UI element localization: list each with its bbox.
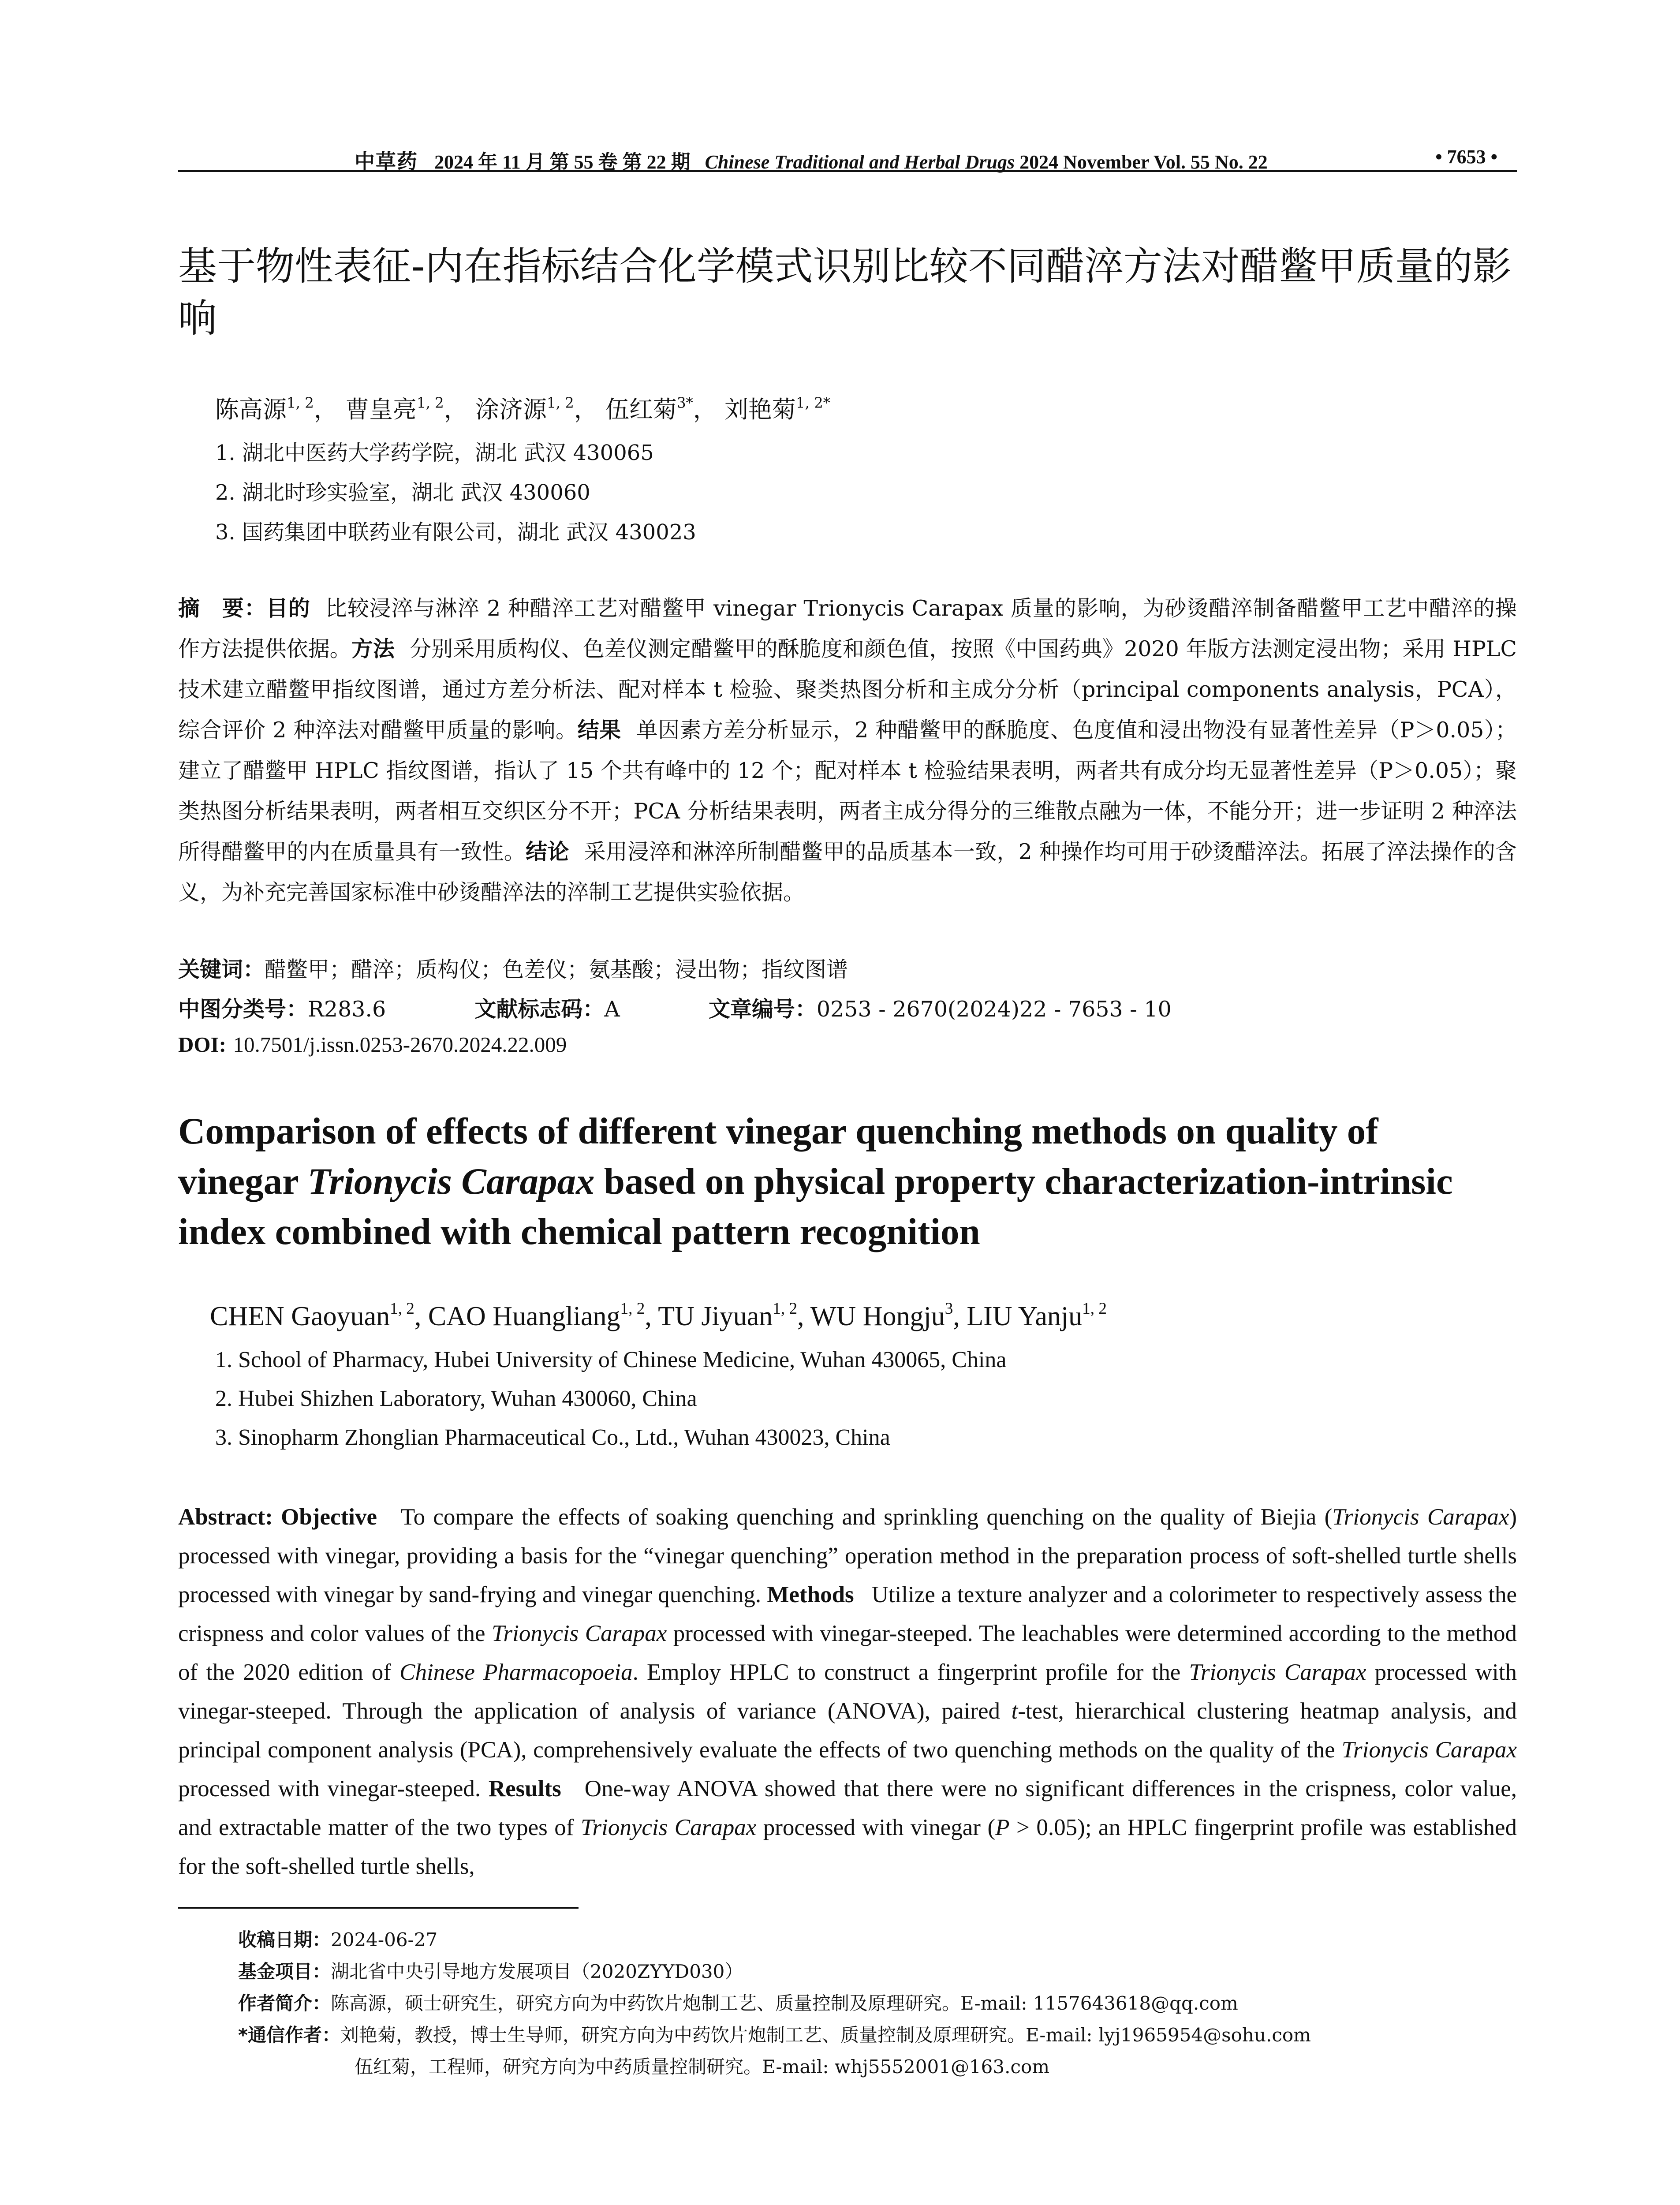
doccode-label: 文献标志码：	[474, 997, 605, 1022]
doccode-value: A	[604, 997, 620, 1022]
clc-value: R283.6	[308, 997, 386, 1022]
cn-keywords-label: 关键词：	[178, 957, 265, 982]
cn-author-list: 陈高源$^{1, 2}$， 曹皇亮$^{1, 2}$， 涂济源$^{1, 2}$， 伍红菊$^{3*}$， 刘艳菊$^{1, 2*}$	[215, 394, 830, 423]
cn-keywords-text: 醋鳖甲；醋淬；质构仪；色差仪；氨基酸；浸出物；指纹图谱	[265, 957, 848, 982]
cn-results-label: 结果	[577, 718, 621, 743]
en-results-label: Results	[488, 1776, 561, 1801]
journal-name-cn: 中草药	[355, 149, 418, 173]
clc-label: 中图分类号：	[178, 997, 308, 1022]
cn-affiliation: 2. 湖北时珍实验室，湖北 武汉 430060	[215, 480, 590, 505]
cn-methods-label: 方法	[351, 636, 395, 662]
cn-affiliation: 1. 湖北中医药大学药学院，湖北 武汉 430065	[215, 441, 654, 465]
footnote-divider	[178, 1907, 579, 1909]
cn-objective-label: 目的	[266, 596, 310, 621]
cn-author: 曹皇亮	[345, 396, 417, 423]
journal-issue-line	[355, 146, 1268, 175]
cn-conclusion-label: 结论	[526, 839, 569, 864]
journal-name-en: Chinese Traditional and Herbal Drugs	[705, 151, 1015, 173]
en-abstract-label: Abstract:	[178, 1504, 273, 1530]
cn-results: 单因素方差分析显示，2 种醋鳖甲的酥脆度、色度值和浸出物没有显著性差异（P＞0.05）；建立了醋鳖甲 HPLC 指纹图谱，指认了 15 个共有峰中的 12 个；配对样本 t 检验结果表明，两者共有成分均无显著性差异（P＞0.05）；聚类热图分析结果表明，两者相互交织区分不开；PCA 分析结果表明，两者主成分得分的三维散点融为一体，不能分开；进一步证明 2 种淬法所得醋鳖甲的内在质量具有一致性。	[178, 718, 1517, 864]
en-author-sup: 1, 2	[773, 1299, 798, 1318]
en-author-sup: 3	[945, 1299, 953, 1318]
en-title	[178, 1106, 1523, 1257]
en-title-species: Trionycis Carapax	[307, 1161, 595, 1202]
cn-title: 基于物性表征-内在指标结合化学模式识别比较不同醋淬方法对醋鳖甲质量的影响	[178, 243, 1512, 341]
en-title-line: index combined with chemical pattern recognition	[178, 1211, 980, 1252]
doi-value: 10.7501/j.issn.0253-2670.2024.22.009	[233, 1032, 567, 1057]
doi-line	[178, 1032, 567, 1057]
en-affiliation: 2. Hubei Shizhen Laboratory, Wuhan 430060, China	[215, 1386, 697, 1411]
cn-author-sup: 1, 2*	[795, 394, 830, 411]
en-title-line: Comparison of effects of different vinegar quenching methods on quality of	[178, 1110, 1378, 1152]
en-author: LIU Yanju	[967, 1301, 1083, 1331]
en-abstract: Abstract: Objective To compare the effects of soaking quenching and sprinkling quenching on the quality of Biejia (Trionycis Carapax) processed with vinegar, providing a basis for the “vinegar quenching” operation method in the preparation process of soft-shelled turtle shells processed with vinegar by sand-frying and vinegar quenching. Methods Utilize a texture analyzer and a colorimeter to respectively assess the crispness and color values of the Trionycis Carapax processed with vinegar-steeped. The leachables were determined according to the method of the 2020 edition of Chinese Pharmacopoeia. Employ HPLC to construct a fingerprint profile for the Trionycis Carapax processed with vinegar-steeped. Through the application of analysis of variance (ANOVA), paired t-test, hierarchical clustering heatmap analysis, and principal component analysis (PCA), comprehensively evaluate the effects of two quenching methods on the quality of the Trionycis Carapax processed with vinegar-steeped. Results One-way ANOVA showed that there were no significant differences in the crispness, color value, and extractable matter of the two types of Trionycis Carapax processed with vinegar (P > 0.05); an HPLC fingerprint profile was established for the soft-shelled turtle shells,	[178, 1504, 1517, 1879]
en-affiliation: 1. School of Pharmacy, Hubei University of Chinese Medicine, Wuhan 430065, China	[215, 1347, 1007, 1372]
cn-author-sup: 1, 2	[416, 394, 444, 411]
cn-abstract-label: 摘 要：	[178, 596, 266, 621]
en-author-sup: 1, 2	[1082, 1299, 1107, 1318]
cn-author: 刘艳菊	[724, 396, 796, 423]
en-title-line: vinegar Trionycis Carapax based on physical property characterization-intrinsic	[178, 1161, 1453, 1202]
cn-abstract	[178, 588, 1517, 913]
articleno-label: 文章编号：	[708, 997, 817, 1022]
cn-keywords	[178, 953, 848, 983]
footnote-author-bio: 作者简介：陈高源，硕士研究生，研究方向为中药饮片炮制工艺、质量控制及原理研究。E-mail: 1157643618@qq.com	[238, 1992, 1238, 2014]
articleno-value: 0253 - 2670(2024)22 - 7653 - 10	[816, 997, 1172, 1022]
en-author: CAO Huangliang	[428, 1301, 620, 1331]
issue-cn: 2024 年 11 月 第 55 卷 第 22 期	[434, 151, 691, 173]
en-objective-label: Objective	[281, 1504, 377, 1530]
cn-author: 伍红菊	[605, 396, 677, 423]
en-affiliation: 3. Sinopharm Zhonglian Pharmaceutical Co., Ltd., Wuhan 430023, China	[215, 1425, 890, 1450]
cn-methods: 分别采用质构仪、色差仪测定醋鳖甲的酥脆度和颜色值，按照《中国药典》2020 年版方法测定浸出物；采用 HPLC 技术建立醋鳖甲指纹图谱，通过方差分析法、配对样本 t 检验、聚类热图分析和主成分分析（principal components analysis，PCA），综合评价 2 种淬法对醋鳖甲质量的影响。	[178, 636, 1517, 743]
cn-affiliation: 3. 国药集团中联药业有限公司，湖北 武汉 430023	[215, 520, 696, 545]
running-header	[178, 140, 1517, 172]
en-author: TU Jiyuan	[658, 1301, 773, 1331]
cn-conclusion: 采用浸淬和淋淬所制醋鳖甲的品质基本一致，2 种操作均可用于砂烫醋淬法。拓展了淬法操作的含义，为补充完善国家标准中砂烫醋淬法的淬制工艺提供实验依据。	[178, 839, 1517, 905]
en-author-sup: 1, 2	[620, 1299, 645, 1318]
footnote-corresponding: *通信作者：刘艳菊，教授，博士生导师，研究方向为中药饮片炮制工艺、质量控制及原理研究。E-mail: lyj1965954@sohu.com	[238, 2024, 1311, 2046]
cn-objective: 比较浸淬与淋淬 2 种醋淬工艺对醋鳖甲 vinegar Trionycis Carapax 质量的影响，为砂烫醋淬制备醋鳖甲工艺中醋淬的操作方法提供依据。	[178, 596, 1517, 662]
en-author-list: CHEN Gaoyuan$^{1, 2}$, CAO Huangliang$^{1, 2}$, TU Jiyuan$^{1, 2}$, WU Hongju$^3$, LIU Yanju$^{1, 2}$	[210, 1299, 1107, 1331]
cn-author: 涂济源	[475, 396, 547, 423]
cn-author-sup: 1, 2	[287, 394, 314, 411]
footnote-funding: 基金项目：湖北省中央引导地方发展项目（2020ZYYD030）	[238, 1961, 743, 1982]
cn-author-sup: 1, 2	[546, 394, 574, 411]
cn-author-sup: 3*	[676, 394, 693, 411]
en-author: WU Hongju	[810, 1301, 945, 1331]
doi-label: DOI:	[178, 1032, 226, 1057]
cn-classification-line	[178, 992, 1172, 1023]
footnote-corresponding-2: 伍红菊，工程师，研究方向为中药质量控制研究。E-mail: whj5552001@163.com	[355, 2056, 1050, 2078]
en-author: CHEN Gaoyuan	[210, 1301, 390, 1331]
en-methods-label: Methods	[767, 1582, 854, 1607]
footnote-received: 收稿日期：2024-06-27	[238, 1929, 438, 1951]
page-number: • 7653 •	[1435, 146, 1497, 168]
cn-author: 陈高源	[215, 396, 287, 423]
en-author-sup: 1, 2	[390, 1299, 414, 1318]
issue-en: 2024 November Vol. 55 No. 22	[1019, 151, 1268, 173]
